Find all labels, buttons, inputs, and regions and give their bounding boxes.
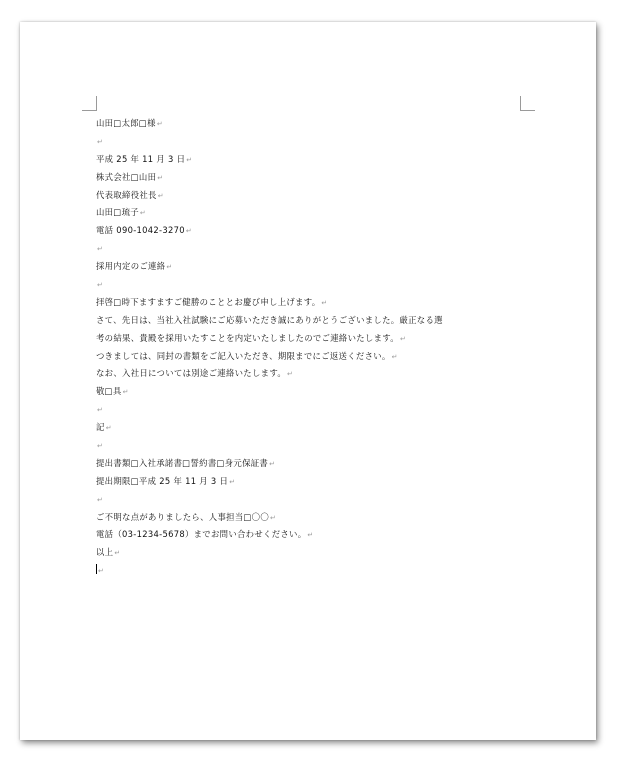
paragraph-mark-icon: ↵	[307, 531, 314, 540]
paragraph-mark-icon: ↵	[98, 567, 105, 576]
paragraph-mark-icon: ↵	[229, 477, 236, 486]
line-text: 平成 25 年 11 月 3 日	[96, 153, 186, 164]
line-text: ご不明な点がありましたら、人事担当□〇〇	[96, 511, 270, 522]
subject-line[interactable]	[96, 258, 546, 276]
paragraph-mark-icon: ↵	[391, 352, 398, 361]
note-heading-line[interactable]	[96, 419, 546, 437]
paragraph-mark-icon: ↵	[122, 388, 129, 397]
paragraph-mark-icon: ↵	[399, 334, 407, 343]
line-text: 提出期限□平成 25 年 11 月 3 日	[96, 475, 229, 486]
empty-line[interactable]	[96, 133, 546, 151]
line-text: 記	[96, 422, 105, 433]
phone-line[interactable]	[96, 222, 546, 240]
deadline-line[interactable]	[96, 473, 546, 491]
paragraph-mark-icon: ↵	[157, 173, 164, 182]
paragraph-mark-icon: ↵	[97, 442, 104, 451]
paragraph-mark-icon: ↵	[97, 245, 104, 254]
recipient-line[interactable]	[96, 115, 546, 133]
paragraph-mark-icon: ↵	[114, 549, 121, 558]
line-text: さて、先日は、当社入社試験にご応募いただき誠にありがとうございました。厳正なる選	[96, 314, 443, 325]
paragraph-mark-icon: ↵	[287, 370, 294, 379]
paragraph-mark-icon: ↵	[166, 263, 173, 272]
line-text: 提出書類□入社承諾書□誓約書□身元保証書	[96, 457, 269, 468]
line-text: 敬□具	[96, 386, 122, 397]
margin-corner-top-left	[82, 96, 97, 111]
paragraph-mark-icon: ↵	[270, 513, 277, 522]
line-text: 考の結果、貴殿を採用いたすことを内定いたしましたのでご連絡いたします。	[96, 332, 399, 343]
date-line[interactable]	[96, 151, 546, 169]
paragraph-mark-icon: ↵	[97, 406, 104, 415]
paragraph-mark-icon: ↵	[105, 424, 112, 433]
greeting-line[interactable]	[96, 294, 546, 312]
paragraph-mark-icon: ↵	[269, 459, 276, 468]
document-body[interactable]	[96, 115, 546, 580]
line-text: なお、入社日については別途ご連絡いたします。	[96, 368, 287, 379]
body-line[interactable]	[96, 365, 546, 383]
end-line[interactable]	[96, 544, 546, 562]
contact-phone-line[interactable]	[96, 526, 546, 544]
empty-line[interactable]	[96, 276, 546, 294]
line-text: 電話 090-1042-3270	[96, 225, 185, 236]
body-line[interactable]	[96, 330, 546, 348]
closing-line[interactable]	[96, 383, 546, 401]
line-text: 山田□琉子	[96, 207, 139, 218]
line-text: 株式会社□山田	[96, 171, 157, 182]
paragraph-mark-icon: ↵	[139, 209, 147, 218]
empty-line[interactable]	[96, 491, 546, 509]
paragraph-mark-icon: ↵	[186, 155, 193, 164]
body-line[interactable]	[96, 312, 546, 330]
empty-line[interactable]	[96, 437, 546, 455]
margin-corner-top-right	[520, 96, 535, 111]
paragraph-mark-icon: ↵	[321, 298, 328, 307]
line-text: 電話（03-1234-5678）までお問い合わせください。	[96, 529, 307, 540]
sender-line[interactable]	[96, 204, 546, 222]
paragraph-mark-icon: ↵	[185, 227, 193, 236]
paragraph-mark-icon: ↵	[97, 281, 104, 290]
paragraph-mark-icon: ↵	[97, 495, 104, 504]
empty-line[interactable]	[96, 401, 546, 419]
body-line[interactable]	[96, 348, 546, 366]
line-text: 山田□太郎□様	[96, 118, 156, 128]
contact-line[interactable]	[96, 509, 546, 527]
paragraph-mark-icon: ↵	[157, 191, 164, 200]
company-line[interactable]	[96, 169, 546, 187]
line-text: 代表取締役社長	[96, 189, 157, 200]
text-cursor	[96, 564, 97, 574]
cursor-line[interactable]	[96, 562, 546, 580]
title-line[interactable]	[96, 187, 546, 205]
document-page	[20, 22, 596, 740]
line-text: 以上	[96, 547, 114, 558]
paragraph-mark-icon: ↵	[97, 137, 104, 146]
empty-line[interactable]	[96, 240, 546, 258]
line-text: 採用内定のご連絡	[96, 261, 166, 272]
line-text: 拝啓□時下ますますご健勝のこととお慶び申し上げます。	[96, 296, 321, 307]
documents-line[interactable]	[96, 455, 546, 473]
line-text: つきましては、同封の書類をご記入いただき、期限までにご返送ください。	[96, 350, 391, 361]
paragraph-mark-icon: ↵	[156, 120, 163, 128]
